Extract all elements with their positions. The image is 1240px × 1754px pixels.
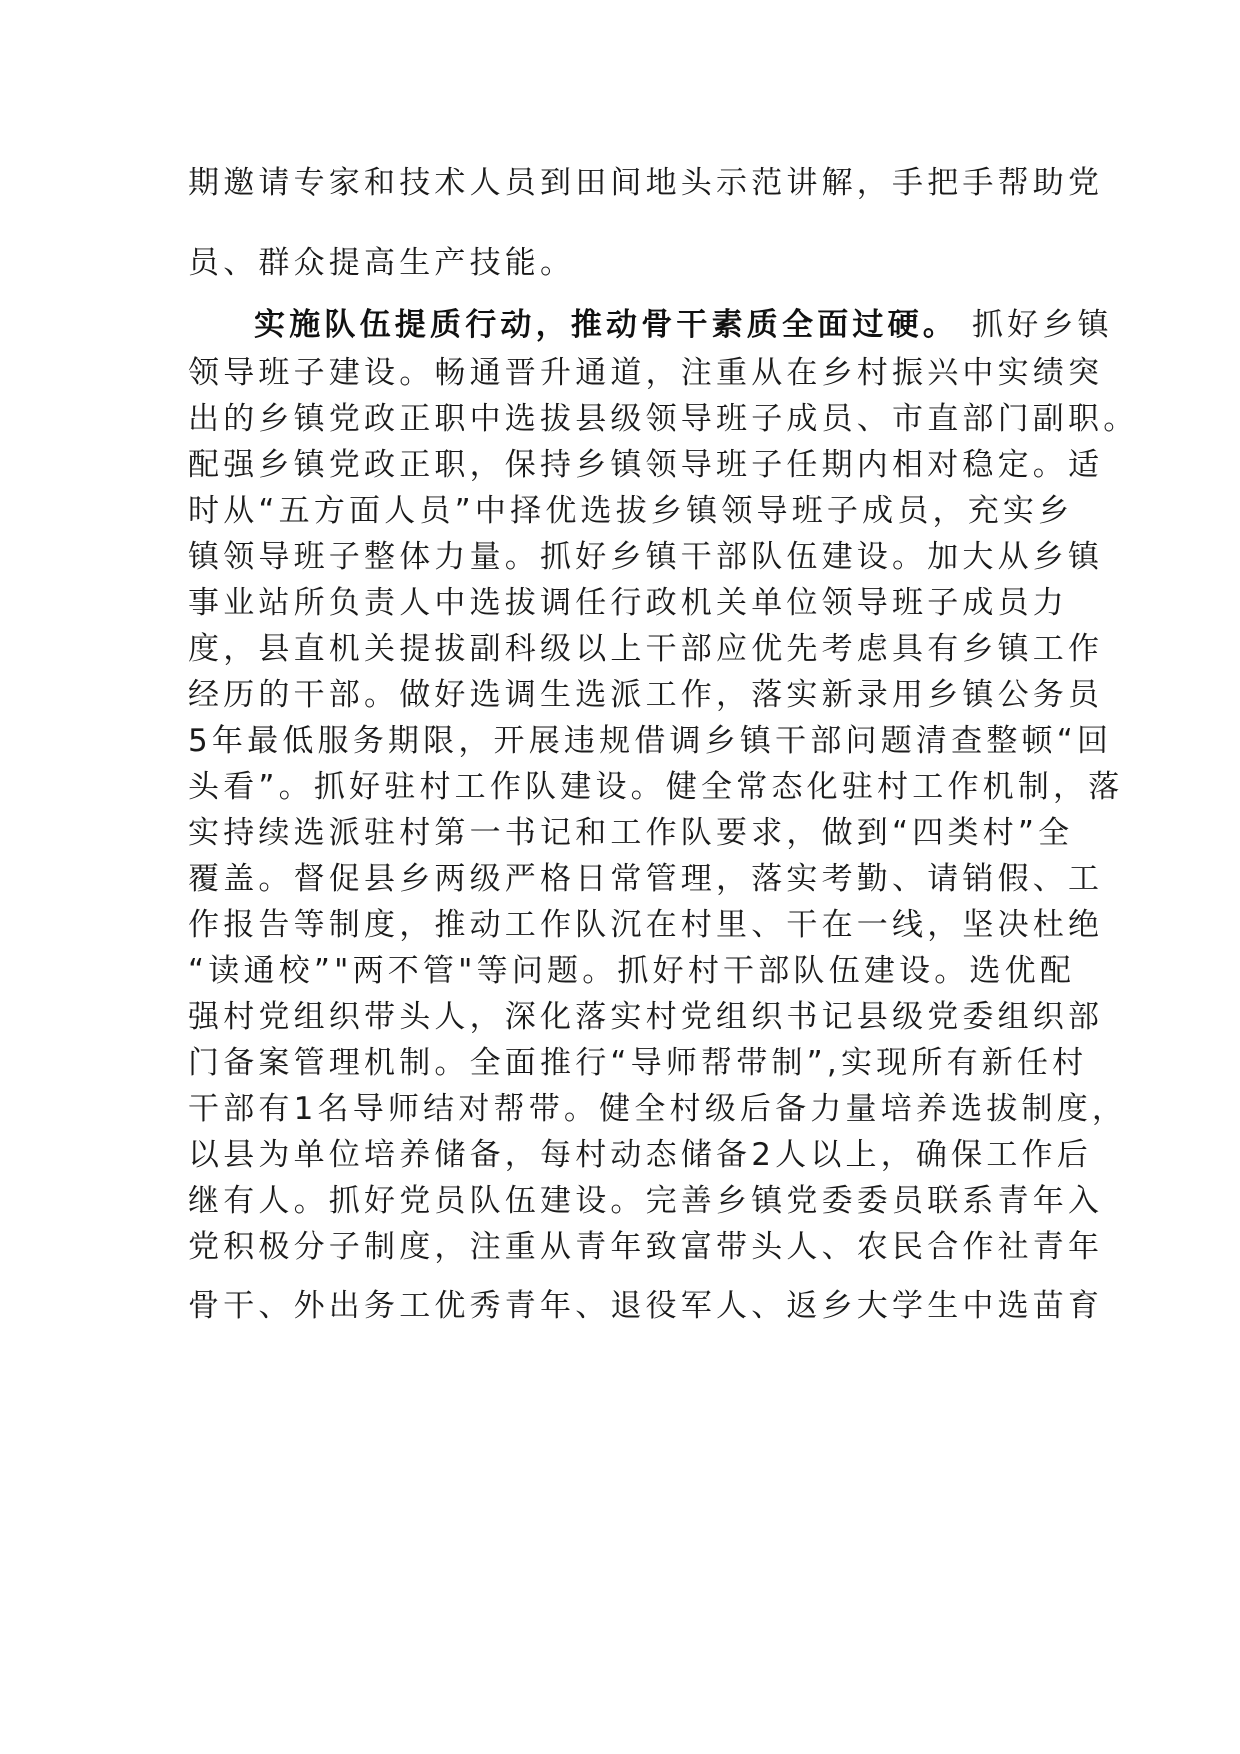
- text-line-19: 干部有1名导师结对帮带。健全村级后备力量培养选拔制度，: [188, 1091, 1128, 1127]
- section-heading-line: [254, 307, 1134, 343]
- text-line-5: 配强乡镇党政正职，保持乡镇领导班子任期内相对稳定。适: [188, 447, 1104, 483]
- text-line-10: 经历的干部。做好选调生选派工作，落实新录用乡镇公务员: [188, 677, 1104, 713]
- text-line-18: 门备案管理机制。全面推行“导师帮带制”,实现所有新任村: [188, 1045, 1088, 1081]
- text-line-22: 党积极分子制度，注重从青年致富带头人、农民合作社青年: [188, 1229, 1104, 1265]
- text-line-14: 覆盖。督促县乡两级严格日常管理，落实考勤、请销假、工: [188, 861, 1104, 897]
- text-line-4: 出的乡镇党政正职中选拔县级领导班子成员、市直部门副职。: [188, 401, 1139, 437]
- text-line-16: “读通校”"两不管"等问题。抓好村干部队伍建设。选优配: [188, 953, 1076, 989]
- text-line-23: 骨干、外出务工优秀青年、退役军人、返乡大学生中选苗育: [188, 1288, 1104, 1324]
- text-line-1: 期邀请专家和技术人员到田间地头示范讲解，手把手帮助党: [188, 165, 1104, 201]
- text-line-13: 实持续选派驻村第一书记和工作队要求，做到“四类村”全: [188, 815, 1074, 851]
- text-line-21: 继有人。抓好党员队伍建设。完善乡镇党委委员联系青年入: [188, 1183, 1104, 1219]
- text-line-2: 员、群众提高生产技能。: [188, 245, 576, 281]
- text-line-6: 时从“五方面人员”中择优选拔乡镇领导班子成员，充实乡: [188, 493, 1074, 529]
- text-line-20: 以县为单位培养储备，每村动态储备2人以上，确保工作后: [188, 1137, 1092, 1173]
- text-line-7: 镇领导班子整体力量。抓好乡镇干部队伍建设。加大从乡镇: [188, 539, 1104, 575]
- text-line-8: 事业站所负责人中选拔调任行政机关单位领导班子成员力: [188, 585, 1068, 621]
- text-line-11: 5年最低服务期限，开展违规借调乡镇干部问题清查整顿“回: [188, 723, 1113, 759]
- text-line-17: 强村党组织带头人，深化落实村党组织书记县级党委组织部: [188, 999, 1104, 1035]
- section-lead-text: 抓好乡镇: [958, 307, 1113, 343]
- text-line-12: 头看”。抓好驻村工作队建设。健全常态化驻村工作机制，落: [188, 769, 1124, 805]
- text-line-3: 领导班子建设。畅通晋升通道，注重从在乡村振兴中实绩突: [188, 355, 1104, 391]
- text-line-15: 作报告等制度，推动工作队沉在村里、干在一线，坚决杜绝: [188, 907, 1104, 943]
- section-heading: 实施队伍提质行动，推动骨干素质全面过硬。: [254, 307, 958, 343]
- text-line-9: 度，县直机关提拔副科级以上干部应优先考虑具有乡镇工作: [188, 631, 1104, 667]
